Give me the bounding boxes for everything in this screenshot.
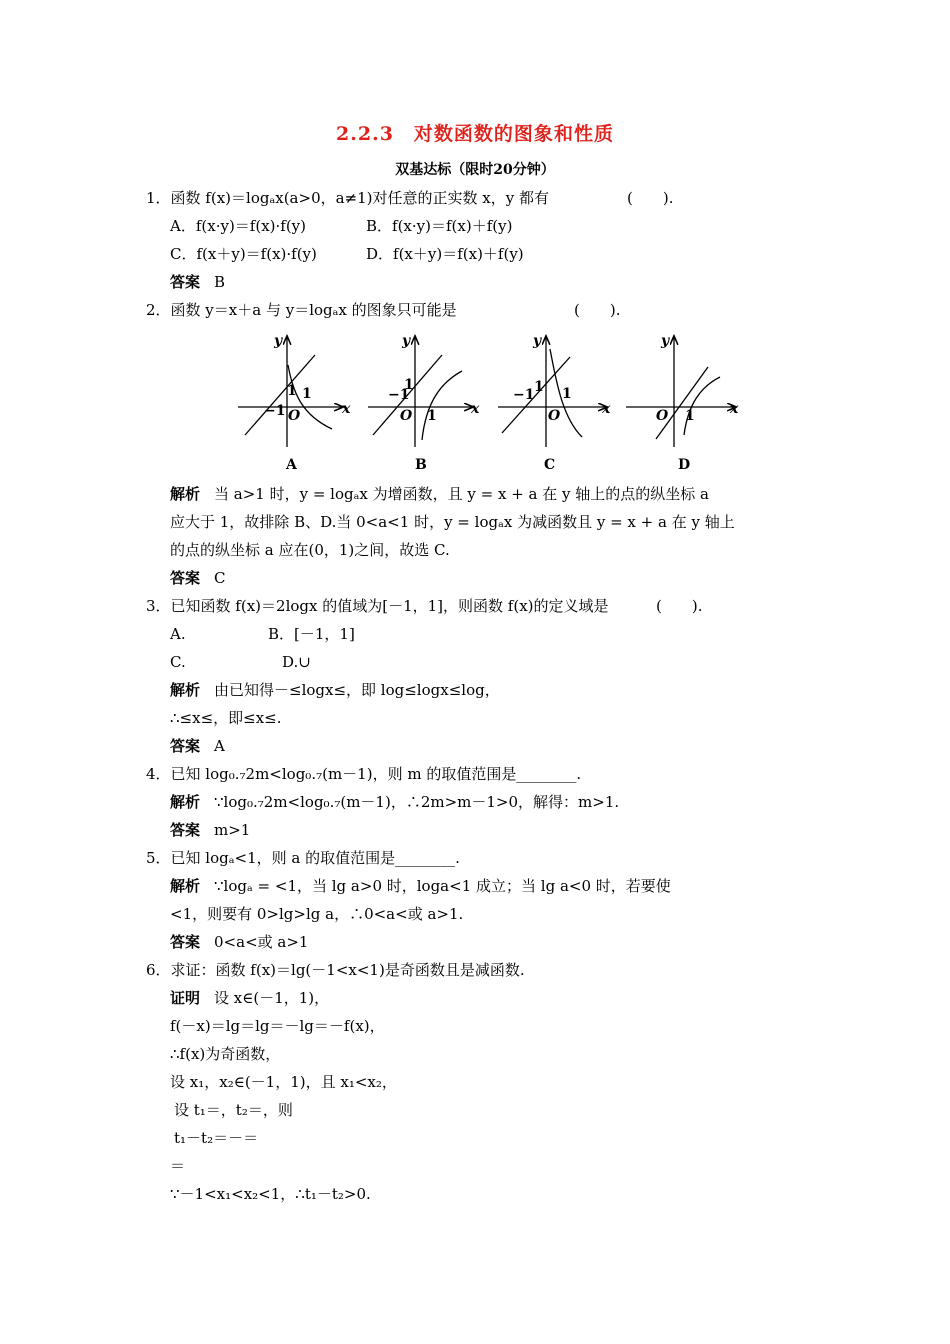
analysis-label: 解析 (170, 877, 201, 895)
graph-c-tick-left: −1 (513, 387, 535, 403)
q6-proof-3: ∴f(x)为奇函数， (170, 1045, 281, 1063)
q6-proof-4: 设 x₁，x₂∈(－1，1)，且 x₁<x₂， (170, 1073, 397, 1091)
q4-stem: 4．已知 log₀.₇2m<log₀.₇(m－1)，则 m 的取值范围是________. (146, 765, 582, 783)
graph-c-tick-up: 1 (534, 379, 544, 395)
analysis-label: 解析 (170, 793, 201, 811)
q6-proof-5: 设 t₁＝，t₂＝，则 (174, 1101, 293, 1119)
q6-proof-row (170, 988, 329, 1008)
graph-c-x-label: x (602, 401, 611, 417)
graph-c-label: C (544, 457, 556, 473)
q3-option-d: D.∪ (282, 653, 311, 671)
graph-c-y-label: y (533, 333, 542, 349)
graph-b-label: B (415, 457, 427, 473)
answer-label: 答案 (170, 737, 201, 755)
q1-option-c: C．f(x＋y)＝f(x)·f(y) (170, 245, 317, 263)
q3-analysis-2: ∴≤x≤，即≤x≤. (170, 709, 282, 727)
q2-analysis-3: 的点的纵坐标 a 应在(0，1)之间，故选 C. (170, 541, 450, 559)
section-subtitle: 双基达标（限时20分钟） (395, 162, 555, 178)
graph-d-label: D (678, 457, 691, 473)
graph-b-y-label: y (402, 333, 411, 349)
q2-answer-row (170, 568, 226, 588)
graph-a-tick-right: 1 (302, 386, 312, 402)
q6-proof-7: ＝ (170, 1157, 186, 1175)
graph-a-tick-left: −1 (264, 403, 286, 419)
q5-analysis-1: ∵logₐ = <1，当 lg a>0 时，loga<1 成立；当 lg a<0 时，若要使 (214, 877, 671, 895)
analysis-label: 解析 (170, 681, 201, 699)
q1-option-a: A．f(x·y)＝f(x)·f(y) (170, 217, 307, 235)
graph-b-tick-up: 1 (404, 377, 414, 393)
graph-a-origin: O (288, 408, 301, 424)
graph-b-tick-left: −1 (388, 387, 410, 403)
q3-option-a: A. (170, 625, 186, 643)
graph-b-x-label: x (471, 401, 480, 417)
graph-d-x-label: x (730, 401, 739, 417)
q3-option-b: B．[－1，1] (268, 625, 355, 643)
q6-proof-2: f(－x)＝lg＝lg＝－lg＝－f(x)， (170, 1017, 385, 1035)
q2-answer: C (214, 569, 226, 587)
q2-analysis-2: 应大于 1，故排除 B、D.当 0<a<1 时，y = logₐx 为减函数且 y = x + a 在 y 轴上 (170, 513, 735, 531)
q3-analysis-1: 由已知得－≤logx≤，即 log≤logx≤log， (214, 681, 500, 699)
answer-label: 答案 (170, 933, 201, 951)
q5-analysis-2: <1，则要有 0>lg>lg a，∴0<a<或 a>1. (170, 905, 464, 923)
q1-answer: B (214, 273, 226, 291)
q3-answer: A (214, 737, 225, 755)
page-title: 2.2.3 对数函数的图象和性质 (336, 123, 614, 145)
q4-answer-row (170, 820, 250, 840)
graph-c-tick-right: 1 (562, 386, 572, 402)
graph-a-x-label: x (342, 401, 351, 417)
q4-answer: m>1 (214, 821, 251, 839)
q4-analysis: ∵log₀.₇2m<log₀.₇(m－1)，∴2m>m－1>0，解得：m>1. (214, 793, 620, 811)
q1-paren: ( ). (627, 189, 674, 207)
q3-paren: ( ). (656, 597, 703, 615)
q6-proof-8: ∵－1<x₁<x₂<1，∴t₁－t₂>0. (170, 1185, 371, 1203)
graph-b (368, 337, 472, 447)
answer-label: 答案 (170, 569, 201, 587)
graph-b-origin: O (400, 408, 413, 424)
graph-a-y-label: y (274, 333, 283, 349)
q3-option-c: C. (170, 653, 186, 671)
q4-analysis-row (170, 792, 619, 812)
q2-stem: 2．函数 y＝x＋a 与 y＝logₐx 的图象只可能是 (146, 301, 457, 319)
proof-label: 证明 (170, 989, 201, 1007)
q1-option-b: B．f(x·y)＝f(x)＋f(y) (366, 217, 513, 235)
q3-analysis-row (170, 680, 500, 700)
graph-b-tick-right: 1 (427, 408, 437, 424)
graph-d-origin: O (656, 408, 669, 424)
q2-graphs (230, 325, 750, 475)
q2-analysis-1: 当 a>1 时，y = logₐx 为增函数，且 y = x + a 在 y 轴上的点的纵坐标 a (214, 485, 709, 503)
q6-proof-1: 设 x∈(－1，1)， (214, 989, 330, 1007)
answer-label: 答案 (170, 273, 201, 291)
q1-option-d: D．f(x＋y)＝f(x)＋f(y) (366, 245, 524, 263)
q5-answer-row (170, 932, 308, 952)
q6-proof-6: t₁－t₂＝－＝ (174, 1129, 259, 1147)
q5-analysis-row (170, 876, 671, 896)
q1-stem: 1．函数 f(x)＝logₐx(a>0，a≠1)对任意的正实数 x，y 都有 (146, 189, 549, 207)
q3-stem: 3．已知函数 f(x)＝2logx 的值域为[－1，1]，则函数 f(x)的定义域是 (146, 597, 609, 615)
q1-answer-row (170, 272, 225, 292)
q2-analysis-row (170, 484, 709, 504)
q5-stem: 5．已知 logₐ<1，则 a 的取值范围是________. (146, 849, 460, 867)
analysis-label: 解析 (170, 485, 201, 503)
q5-answer: 0<a<或 a>1 (214, 933, 309, 951)
q6-stem: 6．求证：函数 f(x)＝lg(－1<x<1)是奇函数且是减函数. (146, 961, 525, 979)
graph-d-y-label: y (661, 333, 670, 349)
graph-a-label: A (286, 457, 297, 473)
graph-a-tick-up: 1 (287, 383, 297, 399)
graph-d-tick-right: 1 (685, 408, 695, 424)
graph-c-origin: O (548, 408, 561, 424)
graph-d (626, 337, 735, 447)
q2-paren: ( ). (574, 301, 621, 319)
q3-answer-row (170, 736, 225, 756)
answer-label: 答案 (170, 821, 201, 839)
